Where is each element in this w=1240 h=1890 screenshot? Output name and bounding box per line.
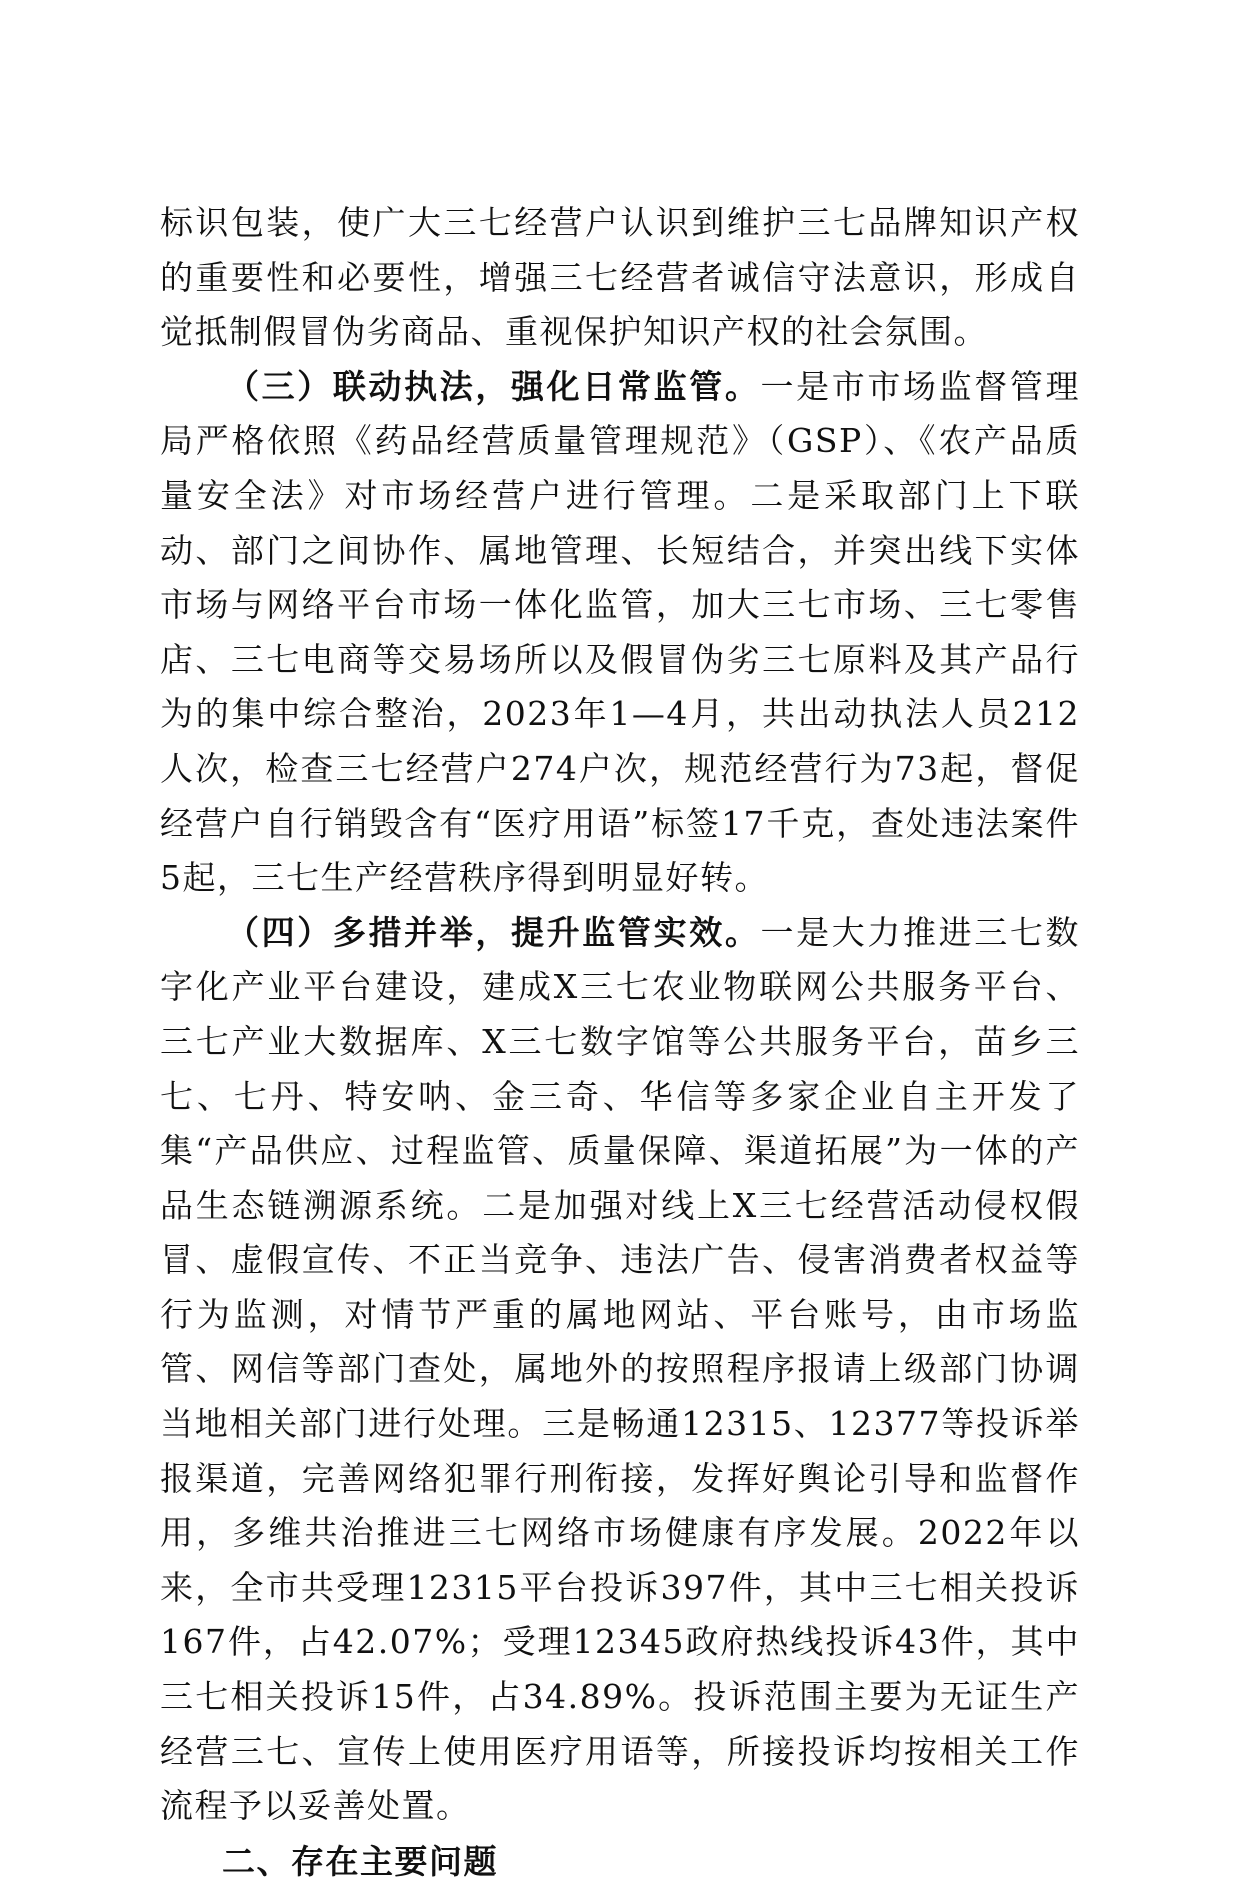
section-heading-problems: 二、存在主要问题	[222, 1841, 498, 1881]
paragraph-continued: 标识包装，使广大三七经营户认识到维护三七品牌知识产权的重要性和必要性，增强三七经营者诚信守法意识，形成自觉抵制假冒伪劣商品、重视保护知识产权的社会氛围。	[160, 203, 1080, 352]
document-page	[160, 196, 1080, 1890]
section-3-paragraph	[160, 360, 1080, 906]
section-4-body: 一是大力推进三七数字化产业平台建设，建成X三七农业物联网公共服务平台、三七产业大数据库、X三七数字馆等公共服务平台，苗乡三七、七丹、特安呐、金三奇、华信等多家企业自主开发了集“产品供应、过程监管、质量保障、渠道拓展”为一体的产品生态链溯源系统。二是加强对线上X三七经营活动侵权假冒、虚假宣传、不正当竞争、违法广告、侵害消费者权益等行为监测，对情节严重的属地网站、平台账号，由市场监管、网信等部门查处，属地外的按照程序报请上级部门协调当地相关部门进行处理。三是畅通12315、12377等投诉举报渠道，完善网络犯罪行刑衔接，发挥好舆论引导和监督作用，多维共治推进三七网络市场健康有序发展。2022年以来，全市共受理12315平台投诉397件，其中三七相关投诉167件，占42.07%；受理12345政府热线投诉43件，其中三七相关投诉15件，占34.89%。投诉范围主要为无证生产经营三七、宣传上使用医疗用语等，所接投诉均按相关工作流程予以妥善处置。	[160, 912, 1081, 1826]
section-4-paragraph	[160, 906, 1080, 1834]
section-4-lead: （四）多措并举，提升监管实效。	[226, 912, 761, 952]
section-3-body: 一是市市场监督管理局严格依照《药品经营质量管理规范》（GSP）、《农产品质量安全法》对市场经营户进行管理。二是采取部门上下联动、部门之间协作、属地管理、长短结合，并突出线下实体市场与网络平台市场一体化监管，加大三七市场、三七零售店、三七电商等交易场所以及假冒伪劣三七原料及其产品行为的集中综合整治，2023年1—4月，共出动执法人员212人次，检查三七经营户274户次，规范经营行为73起，督促经营户自行销毁含有“医疗用语”标签17千克，查处违法案件5起，三七生产经营秩序得到明显好转。	[160, 366, 1081, 898]
section-3-lead: （三）联动执法，强化日常监管。	[226, 366, 761, 406]
